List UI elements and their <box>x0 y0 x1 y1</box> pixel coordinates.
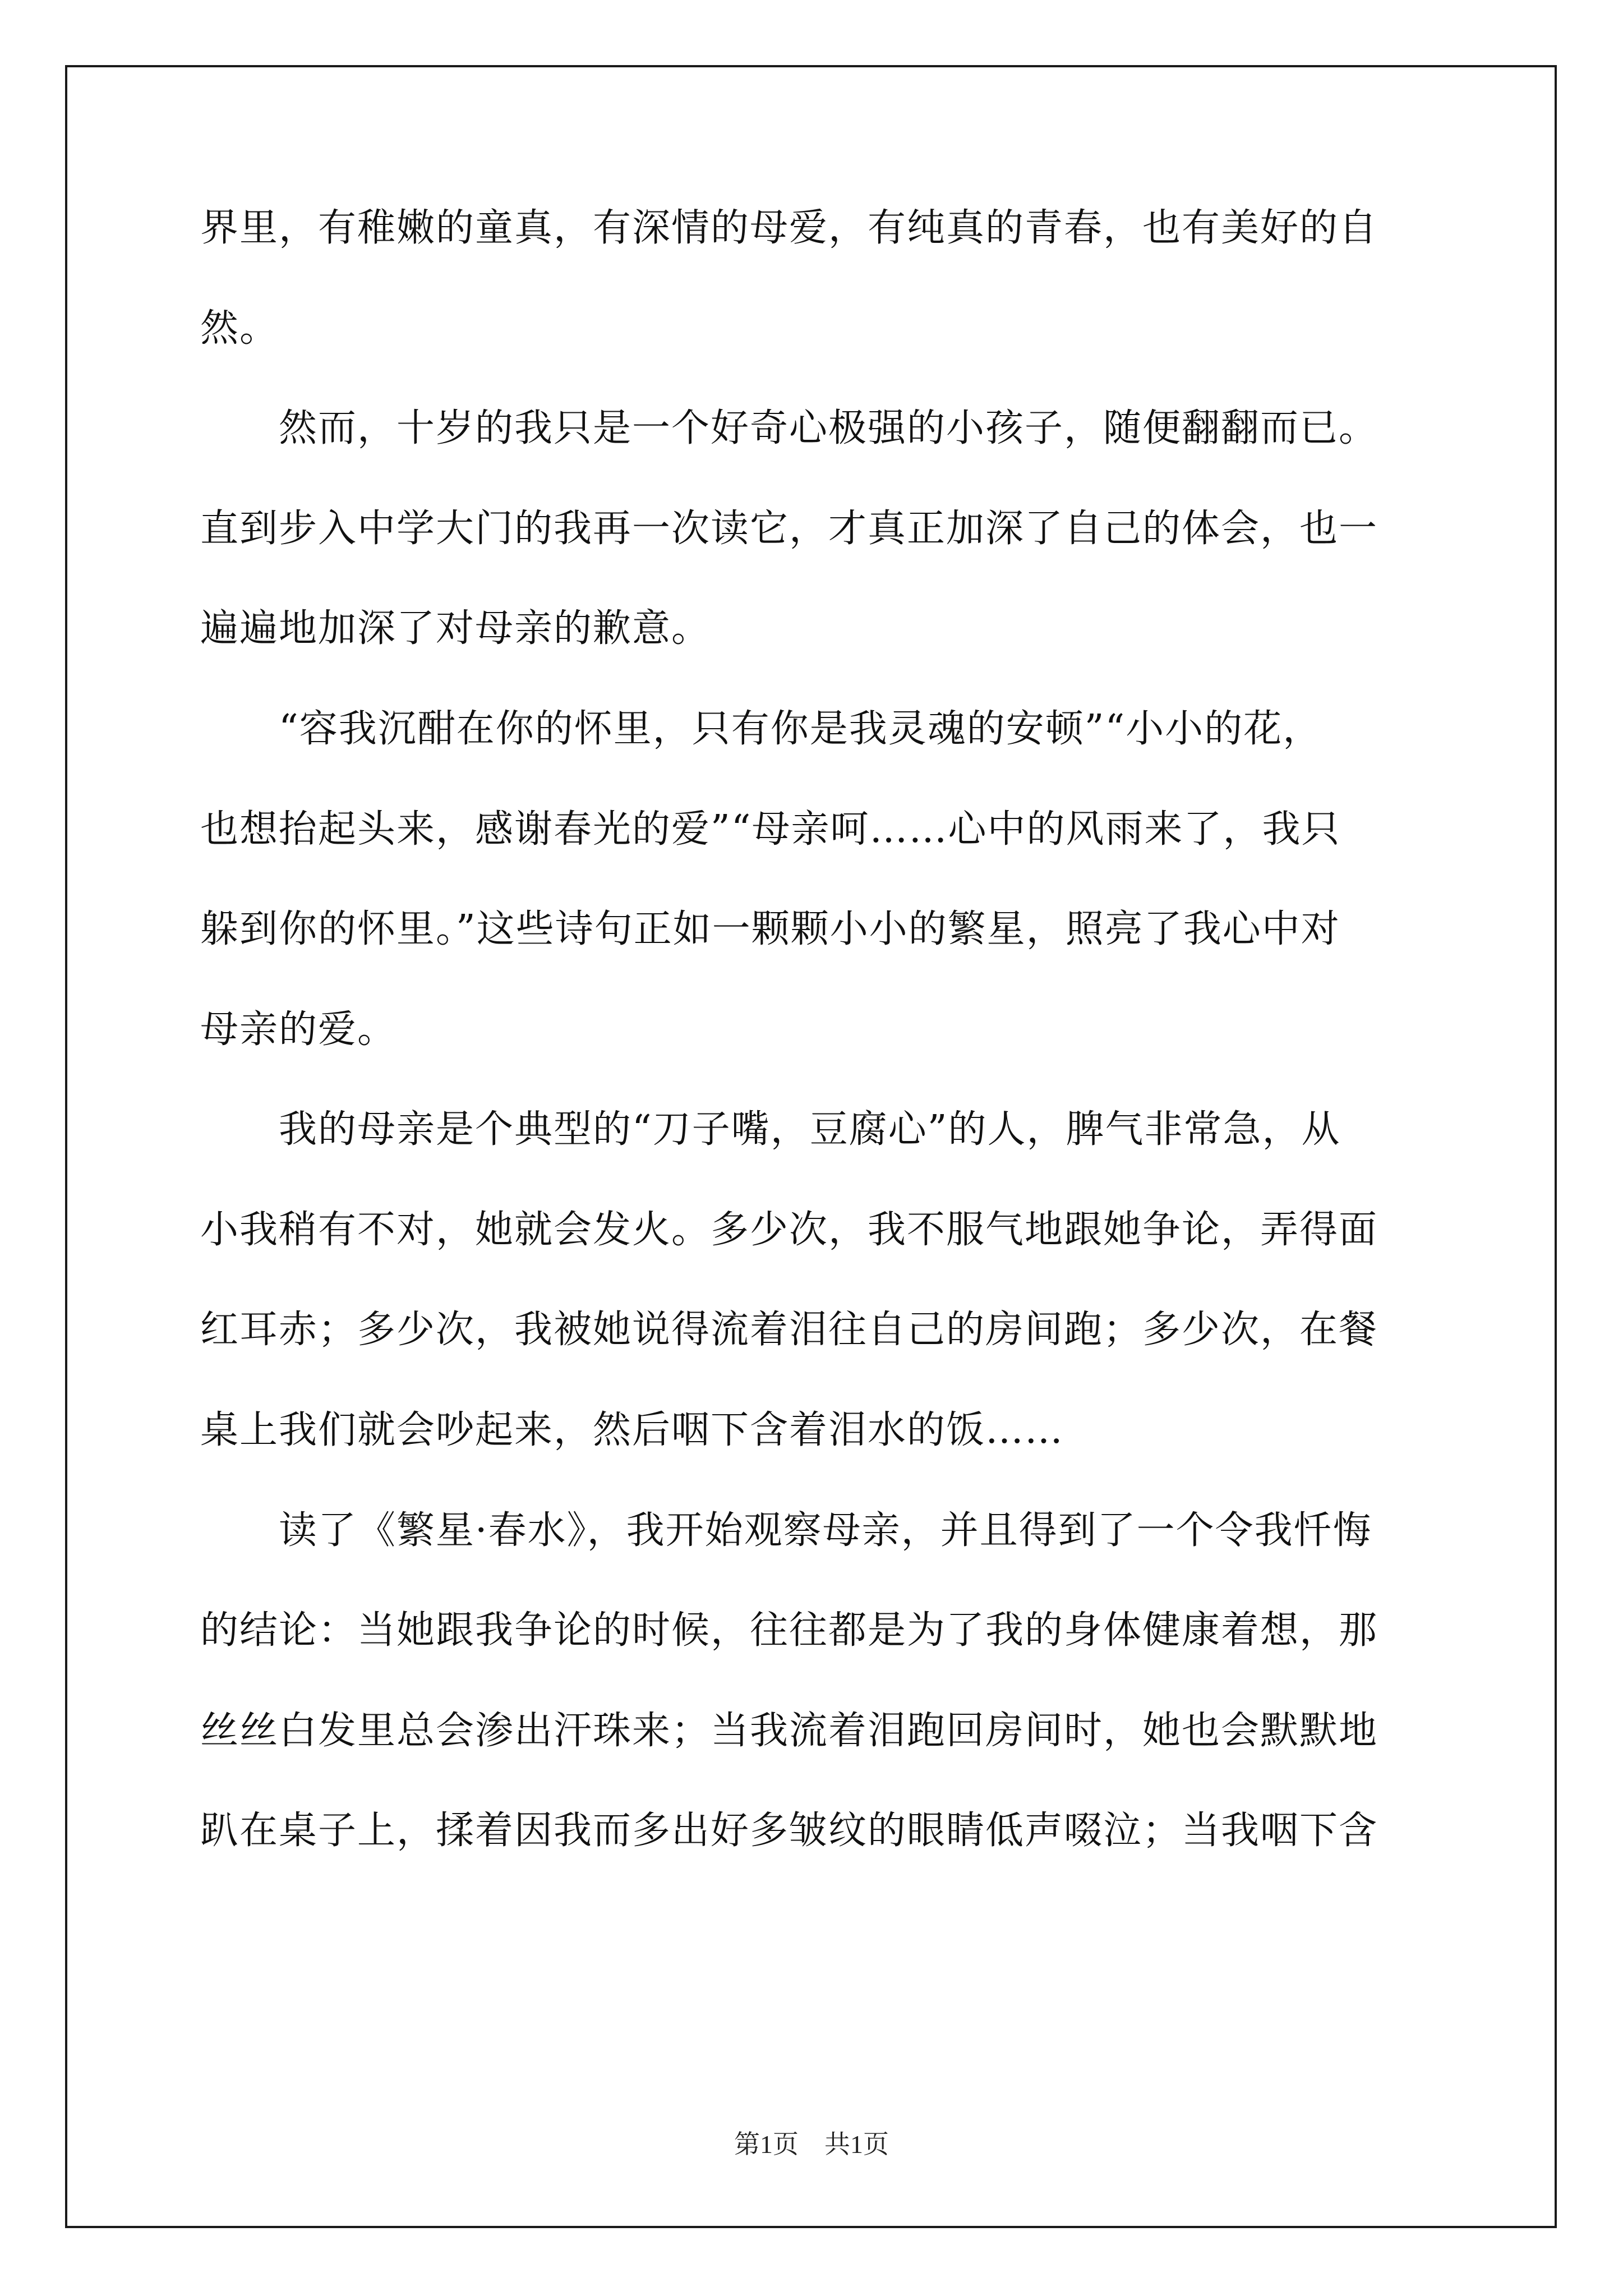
text-line: 读了《繁星·春水》，我开始观察母亲，并且得到了一个令我忏悔 <box>200 1508 1372 1553</box>
text-line: 桌上我们就会吵起来，然后咽下含着泪水的饭…… <box>200 1408 1064 1452</box>
page-number-footer: 第1页 共1页 <box>734 2130 889 2159</box>
text-line: 界里，有稚嫩的童真，有深情的母爱，有纯真的青春，也有美好的自 <box>200 206 1378 250</box>
text-line: 然而，十岁的我只是一个好奇心极强的小孩子，随便翻翻而已。 <box>200 406 1378 450</box>
text-line: 的结论：当她跟我争论的时候，往往都是为了我的身体健康着想，那 <box>200 1608 1378 1653</box>
text-line: 趴在桌子上，揉着因我而多出好多皱纹的眼睛低声啜泣；当我咽下含 <box>200 1809 1378 1853</box>
text-line: 躲到你的怀里。”这些诗句正如一颗颗小小的繁星，照亮了我心中对 <box>200 907 1340 951</box>
text-line: “容我沉酣在你的怀里，只有你是我灵魂的安顿”“小小的花， <box>200 707 1322 751</box>
text-line: 丝丝白发里总会渗出汗珠来；当我流着泪跑回房间时，她也会默默地 <box>200 1709 1378 1753</box>
text-line: 红耳赤；多少次，我被她说得流着泪往自己的房间跑；多少次，在餐 <box>200 1308 1378 1352</box>
text-line: 直到步入中学大门的我再一次读它，才真正加深了自己的体会，也一 <box>200 507 1378 551</box>
text-line: 母亲的爱。 <box>200 1007 397 1052</box>
text-line: 也想抬起头来，感谢春光的爱”“母亲呵……心中的风雨来了，我只 <box>200 807 1341 852</box>
text-line: 我的母亲是个典型的“刀子嘴，豆腐心”的人，脾气非常急，从 <box>200 1107 1341 1152</box>
text-line: 遍遍地加深了对母亲的歉意。 <box>200 606 711 651</box>
text-line: 然。 <box>200 306 279 351</box>
text-line: 小我稍有不对，她就会发火。多少次，我不服气地跟她争论，弄得面 <box>200 1208 1378 1252</box>
